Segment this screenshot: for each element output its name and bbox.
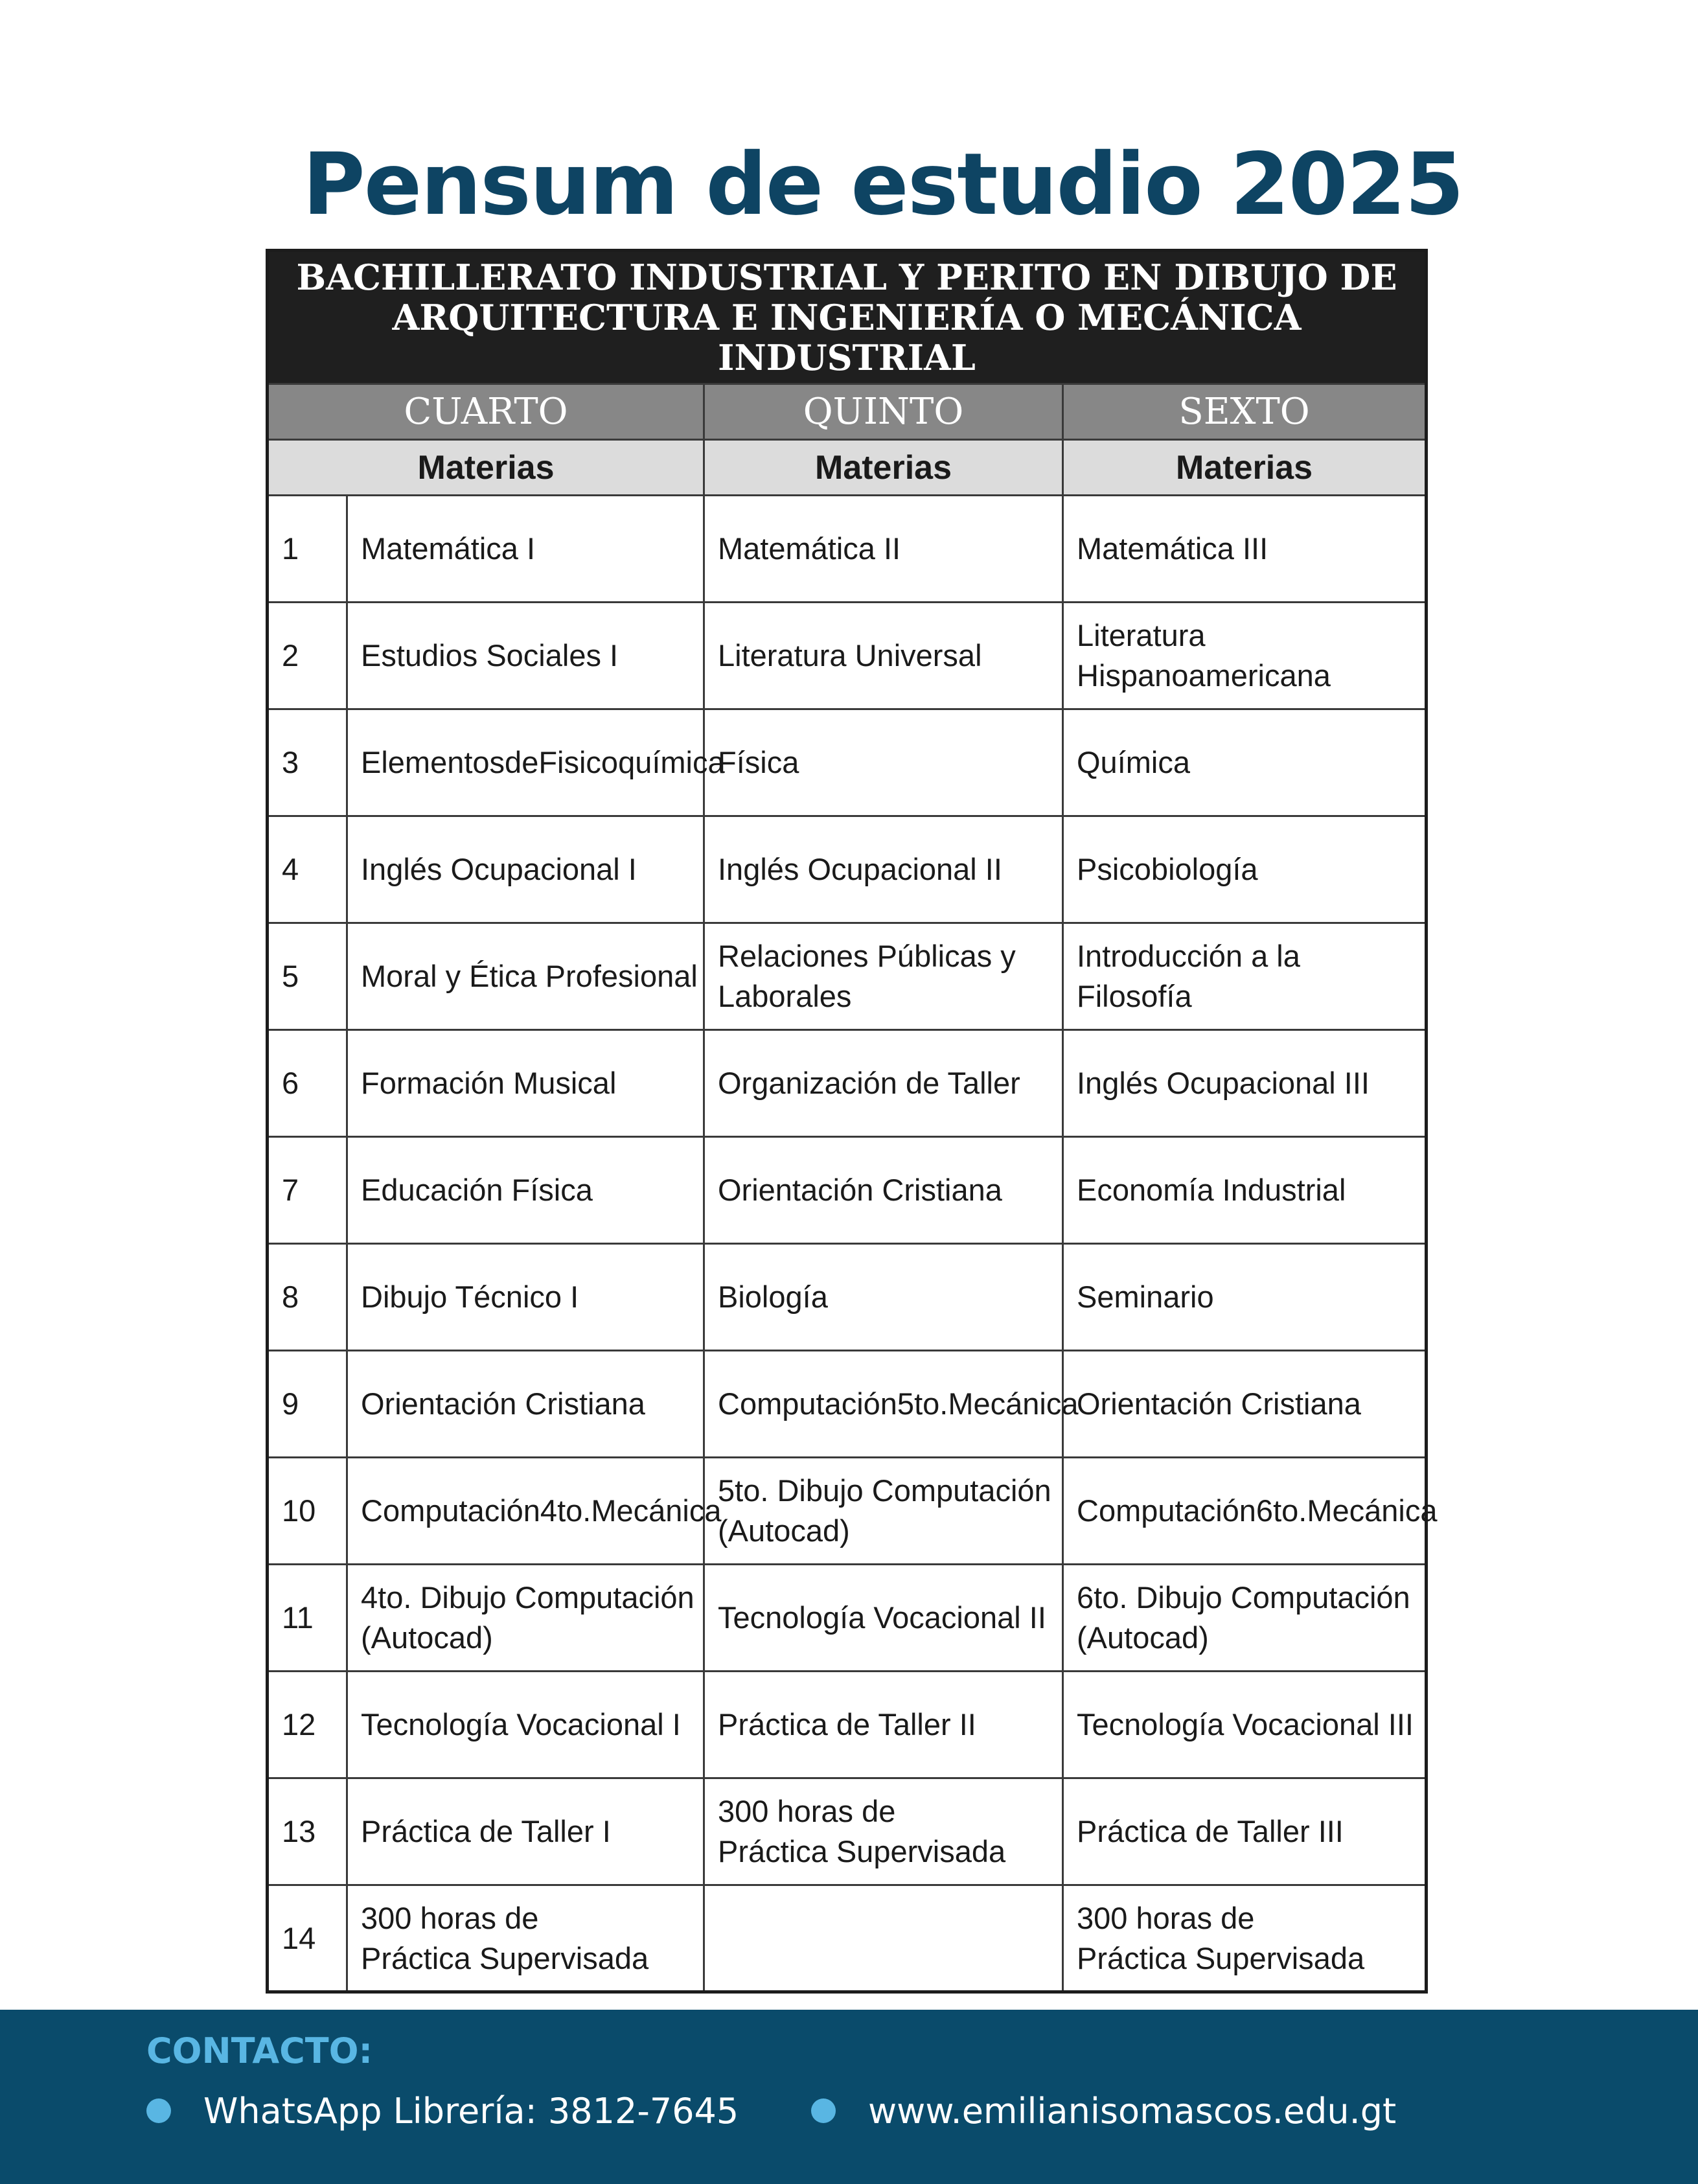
contact-title: CONTACTO: (146, 2030, 373, 2071)
row-number: 5 (268, 923, 347, 1030)
website-link[interactable]: www.emilianisomascos.edu.gt (868, 2090, 1397, 2132)
subject-cell-sexto (1063, 1030, 1427, 1137)
subject-line: (Autocad) (718, 1513, 850, 1548)
subject-cell-cuarto (347, 496, 704, 603)
subject-line: Inglés Ocupacional III (1077, 1066, 1370, 1100)
subject-line: 4to. Dibujo Computación (361, 1580, 694, 1615)
subject-line: 5to. Dibujo Computación (718, 1473, 1051, 1508)
subject-line: Biología (718, 1280, 828, 1314)
row-number: 2 (268, 603, 347, 709)
subject-line: 300 horas de (1077, 1900, 1255, 1935)
subject-cell-cuarto (347, 1458, 722, 1565)
whatsapp-text: WhatsApp Librería: 3812-7645 (203, 2090, 739, 2132)
row-number: 12 (268, 1672, 347, 1778)
subject-line: Práctica de Taller I (361, 1814, 611, 1848)
subject-line: 300 horas de (718, 1794, 896, 1828)
page-title: Pensum de estudio 2025 (303, 135, 1463, 235)
grade-header-row (268, 384, 1427, 440)
table-title-line-2: ARQUITECTURA E INGENIERÍA O MECÁNICA INDUSTRIAL (392, 297, 1302, 378)
subject-cell-cuarto (347, 603, 704, 709)
subject-line: Física (718, 745, 799, 779)
subject-cell-sexto (1063, 1244, 1427, 1351)
subject-line: Dibujo Técnico I (361, 1280, 579, 1314)
subject-header-cuarto: Materias (268, 440, 704, 496)
table-row (268, 496, 1427, 603)
row-number: 10 (268, 1458, 347, 1565)
subject-cell-sexto (1063, 1885, 1427, 1992)
subject-line: Formación Musical (361, 1066, 617, 1100)
subject-cell-quinto (704, 709, 1063, 816)
subject-line: 300 horas de (361, 1900, 539, 1935)
subject-line: Educación Física (361, 1173, 593, 1207)
subject-cell-quinto (704, 816, 1063, 923)
table-row (268, 603, 1427, 709)
subject-cell-quinto (704, 1137, 1063, 1244)
subject-line: Matemática I (361, 531, 536, 566)
subject-line: Inglés Ocupacional II (718, 852, 1002, 886)
subject-line: Computación5to.Mecánica (718, 1386, 1079, 1421)
subject-cell-quinto (704, 1778, 1063, 1885)
subject-cell-cuarto (347, 1030, 704, 1137)
subject-line: Relaciones Públicas y (718, 939, 1016, 973)
subject-cell-cuarto (347, 1351, 704, 1458)
subject-line: 6to. Dibujo Computación (1077, 1580, 1410, 1615)
subject-cell-sexto (1063, 1565, 1427, 1672)
subject-line: Orientación Cristiana (1077, 1386, 1361, 1421)
subject-cell-cuarto (347, 1244, 704, 1351)
subject-line: Orientación Cristiana (718, 1173, 1002, 1207)
subject-cell-quinto (704, 1885, 1063, 1992)
grade-header-cuarto: CUARTO (268, 384, 704, 440)
subject-cell-cuarto (347, 1672, 704, 1778)
subject-line: (Autocad) (361, 1620, 493, 1655)
subject-cell-quinto (704, 496, 1063, 603)
subject-header-row (268, 440, 1427, 496)
row-number: 14 (268, 1885, 347, 1992)
subject-line: Economía Industrial (1077, 1173, 1346, 1207)
row-number: 4 (268, 816, 347, 923)
subject-line: Matemática II (718, 531, 901, 566)
table-row (268, 1137, 1427, 1244)
subject-cell-sexto (1063, 1137, 1427, 1244)
table-row (268, 1672, 1427, 1778)
subject-line: Matemática III (1077, 531, 1268, 566)
subject-line: Tecnología Vocacional III (1077, 1707, 1414, 1741)
row-number: 8 (268, 1244, 347, 1351)
table-row (268, 1351, 1427, 1458)
subject-line: Tecnología Vocacional II (718, 1600, 1046, 1635)
subject-cell-cuarto (347, 816, 704, 923)
row-number: 7 (268, 1137, 347, 1244)
table-row (268, 1244, 1427, 1351)
subject-cell-cuarto (347, 1778, 704, 1885)
whatsapp-contact (146, 2086, 739, 2135)
subject-line: Práctica Supervisada (1077, 1940, 1365, 1975)
table-row (268, 1778, 1427, 1885)
subject-line: Psicobiología (1077, 852, 1258, 886)
subject-line: Literatura Universal (718, 638, 982, 672)
subject-cell-quinto (704, 1458, 1063, 1565)
subject-line: Organización de Taller (718, 1066, 1020, 1100)
row-number: 13 (268, 1778, 347, 1885)
table-row (268, 1885, 1427, 1992)
subject-cell-cuarto (347, 709, 725, 816)
subject-line: Laborales (718, 979, 852, 1013)
subject-cell-cuarto (347, 1565, 704, 1672)
subject-line: Práctica Supervisada (718, 1834, 1006, 1868)
subject-cell-sexto (1063, 1672, 1427, 1778)
subject-cell-sexto (1063, 816, 1427, 923)
subject-line: (Autocad) (1077, 1620, 1209, 1655)
subject-line: Estudios Sociales I (361, 638, 619, 672)
subject-header-sexto: Materias (1063, 440, 1427, 496)
table-row (268, 1458, 1427, 1565)
table-row (268, 923, 1427, 1030)
subject-line: Computación6to.Mecánica (1077, 1493, 1438, 1528)
subject-line: Moral y Ética Profesional (361, 959, 698, 993)
subject-header-quinto: Materias (704, 440, 1063, 496)
subject-line: Inglés Ocupacional I (361, 852, 637, 886)
table-title-row (268, 251, 1427, 384)
subject-cell-quinto (704, 1565, 1063, 1672)
table-row (268, 1565, 1427, 1672)
subject-line: Introducción a la Filosofía (1077, 939, 1300, 1013)
subject-line: Computación4to.Mecánica (361, 1493, 722, 1528)
subject-line: Hispanoamericana (1077, 658, 1331, 693)
subject-cell-quinto (704, 1244, 1063, 1351)
subject-line: ElementosdeFisicoquímica (361, 745, 725, 779)
subject-cell-cuarto (347, 1137, 704, 1244)
table-row (268, 816, 1427, 923)
bullet-dot-icon (146, 2098, 171, 2123)
grade-header-sexto: SEXTO (1063, 384, 1427, 440)
subject-cell-cuarto (347, 1885, 704, 1992)
table-row (268, 709, 1427, 816)
table-row (268, 1030, 1427, 1137)
subject-line: Práctica Supervisada (361, 1940, 649, 1975)
bullet-dot-icon (811, 2098, 836, 2123)
subject-cell-sexto (1063, 1778, 1427, 1885)
subject-cell-quinto (704, 603, 1063, 709)
subject-cell-cuarto (347, 923, 704, 1030)
subject-cell-sexto (1063, 923, 1427, 1030)
grade-header-quinto: QUINTO (704, 384, 1063, 440)
row-number: 6 (268, 1030, 347, 1137)
subject-line: Literatura (1077, 618, 1206, 652)
subject-line: Práctica de Taller III (1077, 1814, 1344, 1848)
subject-line: Tecnología Vocacional I (361, 1707, 681, 1741)
subject-cell-sexto (1063, 1458, 1438, 1565)
website-contact[interactable] (811, 2086, 1396, 2135)
subject-cell-quinto (704, 1030, 1063, 1137)
subject-cell-quinto (704, 1351, 1079, 1458)
subject-line: Química (1077, 745, 1190, 779)
subject-cell-sexto (1063, 603, 1427, 709)
row-number: 9 (268, 1351, 347, 1458)
subject-line: Orientación Cristiana (361, 1386, 645, 1421)
pensum-table (266, 249, 1438, 1994)
row-number: 3 (268, 709, 347, 816)
subject-cell-quinto (704, 1672, 1063, 1778)
subject-line: Práctica de Taller II (718, 1707, 976, 1741)
row-number: 11 (268, 1565, 347, 1672)
subject-cell-quinto (704, 923, 1063, 1030)
table-title-line-1: BACHILLERATO INDUSTRIAL Y PERITO EN DIBUJO DE (296, 257, 1397, 298)
row-number: 1 (268, 496, 347, 603)
subject-cell-sexto (1063, 709, 1427, 816)
contact-footer (0, 2010, 1698, 2184)
subject-cell-sexto (1063, 496, 1427, 603)
subject-cell-sexto (1063, 1351, 1427, 1458)
table-title (268, 251, 1427, 384)
subject-line: Seminario (1077, 1280, 1214, 1314)
